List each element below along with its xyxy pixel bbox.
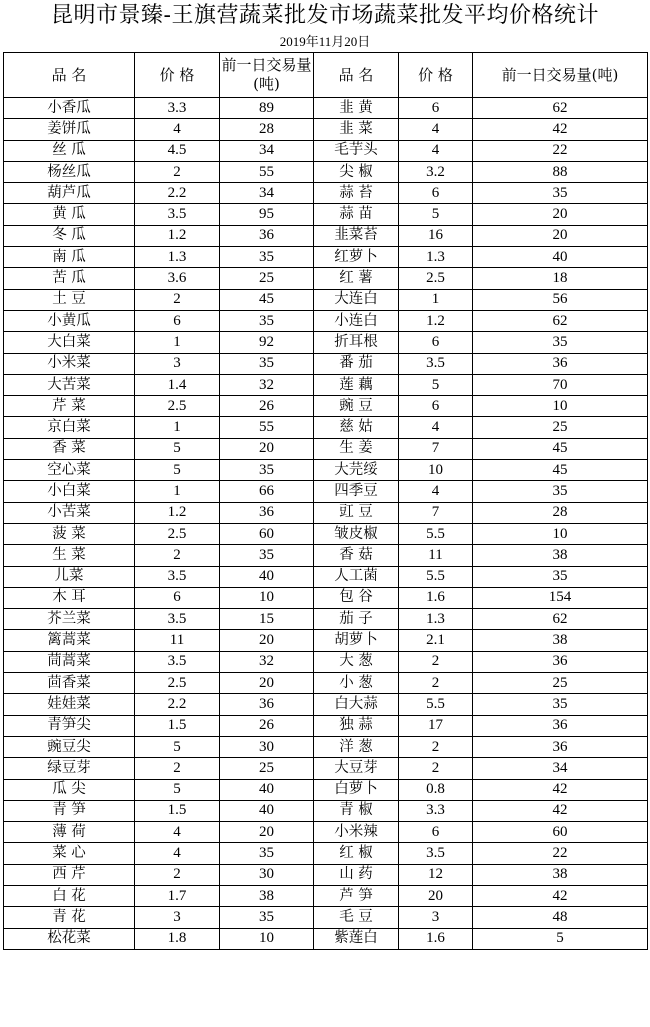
table-row	[4, 374, 648, 395]
cell-name-left: 青 花	[4, 907, 135, 928]
cell-volume-right: 42	[473, 800, 648, 821]
cell-price-right: 4	[399, 481, 473, 502]
header-price-right: 价 格	[399, 53, 473, 98]
cell-name-left: 菠 菜	[4, 523, 135, 544]
table-row	[4, 247, 648, 268]
cell-volume-right: 35	[473, 332, 648, 353]
cell-name-right: 蒜 苔	[314, 183, 399, 204]
table-row	[4, 353, 648, 374]
cell-price-right: 12	[399, 864, 473, 885]
table-row	[4, 651, 648, 672]
cell-volume-left: 20	[220, 673, 314, 694]
cell-volume-left: 20	[220, 630, 314, 651]
cell-volume-right: 10	[473, 396, 648, 417]
cell-price-left: 11	[135, 630, 220, 651]
cell-price-left: 1.4	[135, 374, 220, 395]
cell-volume-right: 34	[473, 758, 648, 779]
cell-volume-left: 40	[220, 779, 314, 800]
cell-name-left: 小黄瓜	[4, 310, 135, 331]
cell-price-left: 2.5	[135, 396, 220, 417]
cell-volume-left: 40	[220, 800, 314, 821]
cell-name-right: 包 谷	[314, 587, 399, 608]
cell-name-left: 大苦菜	[4, 374, 135, 395]
cell-price-left: 3.5	[135, 609, 220, 630]
table-header-row	[4, 53, 648, 98]
cell-price-right: 5.5	[399, 566, 473, 587]
cell-volume-right: 45	[473, 460, 648, 481]
cell-name-left: 木 耳	[4, 587, 135, 608]
cell-price-right: 2.5	[399, 268, 473, 289]
cell-price-right: 7	[399, 502, 473, 523]
table-row	[4, 481, 648, 502]
header-volume-left: 前一日交易量(吨)	[220, 53, 314, 98]
cell-price-right: 6	[399, 332, 473, 353]
cell-name-left: 青 笋	[4, 800, 135, 821]
cell-name-left: 绿豆芽	[4, 758, 135, 779]
cell-name-left: 生 菜	[4, 545, 135, 566]
cell-name-right: 皱皮椒	[314, 523, 399, 544]
table-row	[4, 310, 648, 331]
cell-volume-right: 5	[473, 928, 648, 949]
cell-price-left: 1.7	[135, 885, 220, 906]
cell-name-right: 折耳根	[314, 332, 399, 353]
cell-name-right: 红 薯	[314, 268, 399, 289]
cell-volume-right: 22	[473, 140, 648, 161]
cell-price-right: 17	[399, 715, 473, 736]
cell-name-left: 大白菜	[4, 332, 135, 353]
cell-price-right: 2.1	[399, 630, 473, 651]
table-row	[4, 673, 648, 694]
cell-name-right: 大芫绥	[314, 460, 399, 481]
cell-name-left: 菜 心	[4, 843, 135, 864]
cell-price-left: 5	[135, 460, 220, 481]
header-price-left: 价 格	[135, 53, 220, 98]
cell-price-left: 2.2	[135, 183, 220, 204]
cell-name-right: 芦 笋	[314, 885, 399, 906]
cell-volume-right: 36	[473, 736, 648, 757]
cell-price-left: 1	[135, 417, 220, 438]
table-row	[4, 183, 648, 204]
cell-price-right: 4	[399, 140, 473, 161]
cell-name-left: 姜饼瓜	[4, 119, 135, 140]
cell-volume-left: 35	[220, 310, 314, 331]
cell-price-left: 2.5	[135, 523, 220, 544]
cell-volume-right: 62	[473, 310, 648, 331]
table-row	[4, 630, 648, 651]
cell-volume-right: 18	[473, 268, 648, 289]
cell-price-right: 5.5	[399, 523, 473, 544]
cell-volume-left: 66	[220, 481, 314, 502]
cell-price-left: 4	[135, 843, 220, 864]
cell-volume-right: 35	[473, 481, 648, 502]
cell-volume-left: 32	[220, 374, 314, 395]
cell-name-left: 小白菜	[4, 481, 135, 502]
cell-name-left: 白 花	[4, 885, 135, 906]
table-row	[4, 694, 648, 715]
cell-name-right: 小 葱	[314, 673, 399, 694]
cell-name-left: 小香瓜	[4, 98, 135, 119]
cell-volume-right: 154	[473, 587, 648, 608]
cell-volume-right: 38	[473, 630, 648, 651]
cell-volume-left: 40	[220, 566, 314, 587]
cell-volume-right: 62	[473, 609, 648, 630]
cell-price-left: 4	[135, 822, 220, 843]
cell-volume-left: 95	[220, 204, 314, 225]
cell-volume-left: 35	[220, 353, 314, 374]
cell-name-left: 杨丝瓜	[4, 161, 135, 182]
cell-name-right: 山 药	[314, 864, 399, 885]
table-row	[4, 779, 648, 800]
cell-price-left: 2	[135, 864, 220, 885]
cell-price-right: 16	[399, 225, 473, 246]
cell-name-right: 大豆芽	[314, 758, 399, 779]
table-row	[4, 736, 648, 757]
cell-name-right: 豇 豆	[314, 502, 399, 523]
cell-volume-left: 25	[220, 268, 314, 289]
cell-name-right: 蒜 苗	[314, 204, 399, 225]
table-row	[4, 332, 648, 353]
cell-volume-left: 36	[220, 225, 314, 246]
cell-name-right: 大连白	[314, 289, 399, 310]
cell-name-right: 莲 藕	[314, 374, 399, 395]
cell-price-right: 2	[399, 651, 473, 672]
price-table	[3, 52, 648, 950]
cell-name-left: 芥兰菜	[4, 609, 135, 630]
cell-name-left: 苦 瓜	[4, 268, 135, 289]
cell-volume-left: 55	[220, 417, 314, 438]
cell-price-left: 2.5	[135, 673, 220, 694]
table-row	[4, 800, 648, 821]
cell-price-right: 3.2	[399, 161, 473, 182]
table-row	[4, 715, 648, 736]
cell-price-left: 4.5	[135, 140, 220, 161]
cell-name-left: 松花菜	[4, 928, 135, 949]
cell-volume-right: 56	[473, 289, 648, 310]
cell-volume-left: 35	[220, 843, 314, 864]
cell-volume-right: 35	[473, 694, 648, 715]
cell-price-left: 3.6	[135, 268, 220, 289]
cell-price-left: 3	[135, 353, 220, 374]
cell-name-left: 茴香菜	[4, 673, 135, 694]
cell-price-left: 5	[135, 779, 220, 800]
table-row	[4, 864, 648, 885]
cell-name-left: 儿菜	[4, 566, 135, 587]
cell-volume-right: 62	[473, 98, 648, 119]
cell-name-right: 豌 豆	[314, 396, 399, 417]
cell-name-right: 毛芋头	[314, 140, 399, 161]
report-date: 2019年11月20日	[279, 34, 371, 49]
table-row	[4, 98, 648, 119]
cell-price-right: 20	[399, 885, 473, 906]
cell-volume-left: 20	[220, 822, 314, 843]
cell-name-left: 葫芦瓜	[4, 183, 135, 204]
cell-volume-left: 25	[220, 758, 314, 779]
cell-name-left: 西 芹	[4, 864, 135, 885]
cell-volume-left: 35	[220, 545, 314, 566]
cell-price-left: 1.3	[135, 247, 220, 268]
cell-name-right: 四季豆	[314, 481, 399, 502]
cell-volume-left: 15	[220, 609, 314, 630]
table-row	[4, 566, 648, 587]
cell-price-left: 3	[135, 907, 220, 928]
cell-price-right: 2	[399, 736, 473, 757]
cell-volume-left: 36	[220, 694, 314, 715]
cell-name-right: 白萝卜	[314, 779, 399, 800]
cell-name-right: 胡萝卜	[314, 630, 399, 651]
cell-volume-left: 35	[220, 460, 314, 481]
cell-price-right: 4	[399, 417, 473, 438]
cell-price-left: 5	[135, 736, 220, 757]
cell-name-right: 韭 菜	[314, 119, 399, 140]
cell-price-right: 6	[399, 396, 473, 417]
table-row	[4, 928, 648, 949]
cell-volume-left: 26	[220, 396, 314, 417]
cell-price-right: 1.2	[399, 310, 473, 331]
table-row	[4, 502, 648, 523]
cell-volume-left: 30	[220, 864, 314, 885]
cell-price-left: 1.5	[135, 800, 220, 821]
cell-volume-right: 38	[473, 864, 648, 885]
cell-volume-left: 60	[220, 523, 314, 544]
table-row	[4, 460, 648, 481]
cell-volume-left: 10	[220, 587, 314, 608]
cell-volume-right: 40	[473, 247, 648, 268]
cell-volume-right: 20	[473, 225, 648, 246]
cell-volume-left: 28	[220, 119, 314, 140]
cell-price-right: 3.5	[399, 353, 473, 374]
table-row	[4, 545, 648, 566]
table-row	[4, 822, 648, 843]
cell-volume-left: 55	[220, 161, 314, 182]
cell-volume-right: 22	[473, 843, 648, 864]
page-title: 昆明市景臻-王旗营蔬菜批发市场蔬菜批发平均价格统计	[51, 3, 599, 28]
cell-volume-left: 10	[220, 928, 314, 949]
table-row	[4, 417, 648, 438]
cell-price-left: 3.3	[135, 98, 220, 119]
cell-name-left: 瓜 尖	[4, 779, 135, 800]
cell-volume-left: 34	[220, 183, 314, 204]
cell-price-left: 6	[135, 310, 220, 331]
cell-name-right: 红 椒	[314, 843, 399, 864]
cell-volume-left: 92	[220, 332, 314, 353]
cell-price-left: 1	[135, 481, 220, 502]
cell-name-right: 独 蒜	[314, 715, 399, 736]
cell-price-right: 6	[399, 822, 473, 843]
cell-volume-right: 60	[473, 822, 648, 843]
cell-price-left: 6	[135, 587, 220, 608]
cell-price-right: 11	[399, 545, 473, 566]
cell-name-left: 篱蒿菜	[4, 630, 135, 651]
cell-name-left: 土 豆	[4, 289, 135, 310]
cell-name-left: 香 菜	[4, 438, 135, 459]
cell-name-right: 毛 豆	[314, 907, 399, 928]
cell-volume-left: 26	[220, 715, 314, 736]
cell-name-left: 小苦菜	[4, 502, 135, 523]
cell-volume-left: 36	[220, 502, 314, 523]
cell-volume-right: 70	[473, 374, 648, 395]
cell-price-right: 6	[399, 183, 473, 204]
cell-name-right: 尖 椒	[314, 161, 399, 182]
cell-volume-right: 20	[473, 204, 648, 225]
cell-name-right: 人工菌	[314, 566, 399, 587]
table-row	[4, 885, 648, 906]
cell-price-right: 1.3	[399, 247, 473, 268]
cell-price-left: 2.2	[135, 694, 220, 715]
table-row	[4, 225, 648, 246]
cell-volume-right: 48	[473, 907, 648, 928]
cell-volume-left: 38	[220, 885, 314, 906]
cell-price-left: 2	[135, 758, 220, 779]
cell-price-left: 2	[135, 545, 220, 566]
cell-price-right: 2	[399, 758, 473, 779]
cell-price-right: 5.5	[399, 694, 473, 715]
cell-name-right: 韭 黄	[314, 98, 399, 119]
cell-price-left: 1.2	[135, 502, 220, 523]
cell-volume-left: 45	[220, 289, 314, 310]
cell-volume-left: 34	[220, 140, 314, 161]
cell-price-right: 3.5	[399, 843, 473, 864]
cell-name-right: 韭菜苔	[314, 225, 399, 246]
cell-volume-right: 35	[473, 566, 648, 587]
cell-name-left: 空心菜	[4, 460, 135, 481]
cell-price-left: 3.5	[135, 204, 220, 225]
cell-volume-right: 45	[473, 438, 648, 459]
cell-name-right: 茄 子	[314, 609, 399, 630]
cell-price-right: 0.8	[399, 779, 473, 800]
cell-volume-right: 25	[473, 673, 648, 694]
cell-volume-left: 35	[220, 247, 314, 268]
cell-price-right: 1	[399, 289, 473, 310]
table-row	[4, 843, 648, 864]
cell-price-left: 2	[135, 161, 220, 182]
cell-name-left: 小米菜	[4, 353, 135, 374]
cell-name-left: 青笋尖	[4, 715, 135, 736]
cell-volume-right: 28	[473, 502, 648, 523]
cell-name-left: 南 瓜	[4, 247, 135, 268]
cell-volume-right: 25	[473, 417, 648, 438]
cell-price-right: 1.3	[399, 609, 473, 630]
header-name-left: 品 名	[4, 53, 135, 98]
header-volume-right: 前一日交易量(吨)	[473, 53, 648, 98]
cell-price-left: 1.2	[135, 225, 220, 246]
table-row	[4, 587, 648, 608]
table-row	[4, 140, 648, 161]
cell-price-right: 10	[399, 460, 473, 481]
cell-name-left: 冬 瓜	[4, 225, 135, 246]
cell-volume-right: 10	[473, 523, 648, 544]
cell-price-right: 5	[399, 204, 473, 225]
cell-price-right: 3	[399, 907, 473, 928]
table-row	[4, 758, 648, 779]
cell-name-left: 娃娃菜	[4, 694, 135, 715]
cell-price-left: 3.5	[135, 651, 220, 672]
cell-name-right: 香 菇	[314, 545, 399, 566]
cell-name-left: 茼蒿菜	[4, 651, 135, 672]
cell-price-left: 2	[135, 289, 220, 310]
table-row	[4, 523, 648, 544]
cell-name-right: 白大蒜	[314, 694, 399, 715]
cell-price-left: 1	[135, 332, 220, 353]
cell-price-right: 2	[399, 673, 473, 694]
cell-volume-left: 20	[220, 438, 314, 459]
cell-volume-left: 35	[220, 907, 314, 928]
cell-volume-right: 36	[473, 715, 648, 736]
cell-name-right: 慈 姑	[314, 417, 399, 438]
cell-price-right: 6	[399, 98, 473, 119]
cell-price-right: 4	[399, 119, 473, 140]
cell-name-right: 生 姜	[314, 438, 399, 459]
table-row	[4, 289, 648, 310]
table-row	[4, 609, 648, 630]
cell-price-left: 4	[135, 119, 220, 140]
cell-volume-right: 88	[473, 161, 648, 182]
cell-price-left: 1.8	[135, 928, 220, 949]
cell-name-left: 京白菜	[4, 417, 135, 438]
cell-name-right: 番 茄	[314, 353, 399, 374]
cell-name-left: 豌豆尖	[4, 736, 135, 757]
cell-volume-left: 32	[220, 651, 314, 672]
cell-volume-left: 30	[220, 736, 314, 757]
header-name-right: 品 名	[314, 53, 399, 98]
cell-volume-right: 38	[473, 545, 648, 566]
cell-volume-right: 42	[473, 779, 648, 800]
cell-volume-left: 89	[220, 98, 314, 119]
cell-price-right: 1.6	[399, 587, 473, 608]
cell-price-right: 7	[399, 438, 473, 459]
cell-volume-right: 42	[473, 885, 648, 906]
cell-price-left: 3.5	[135, 566, 220, 587]
cell-name-right: 紫莲白	[314, 928, 399, 949]
cell-name-right: 大 葱	[314, 651, 399, 672]
cell-volume-right: 36	[473, 353, 648, 374]
table-row	[4, 204, 648, 225]
table-row	[4, 161, 648, 182]
cell-volume-right: 35	[473, 183, 648, 204]
cell-name-right: 小连白	[314, 310, 399, 331]
cell-volume-right: 42	[473, 119, 648, 140]
table-row	[4, 396, 648, 417]
cell-price-right: 1.6	[399, 928, 473, 949]
cell-name-right: 青 椒	[314, 800, 399, 821]
cell-name-left: 丝 瓜	[4, 140, 135, 161]
cell-name-left: 芹 菜	[4, 396, 135, 417]
table-row	[4, 907, 648, 928]
cell-price-left: 5	[135, 438, 220, 459]
cell-volume-right: 36	[473, 651, 648, 672]
cell-price-left: 1.5	[135, 715, 220, 736]
cell-name-right: 洋 葱	[314, 736, 399, 757]
cell-name-left: 薄 荷	[4, 822, 135, 843]
table-row	[4, 119, 648, 140]
table-row	[4, 268, 648, 289]
cell-name-right: 红萝卜	[314, 247, 399, 268]
cell-name-right: 小米辣	[314, 822, 399, 843]
cell-price-right: 3.3	[399, 800, 473, 821]
cell-price-right: 5	[399, 374, 473, 395]
table-row	[4, 438, 648, 459]
cell-name-left: 黄 瓜	[4, 204, 135, 225]
